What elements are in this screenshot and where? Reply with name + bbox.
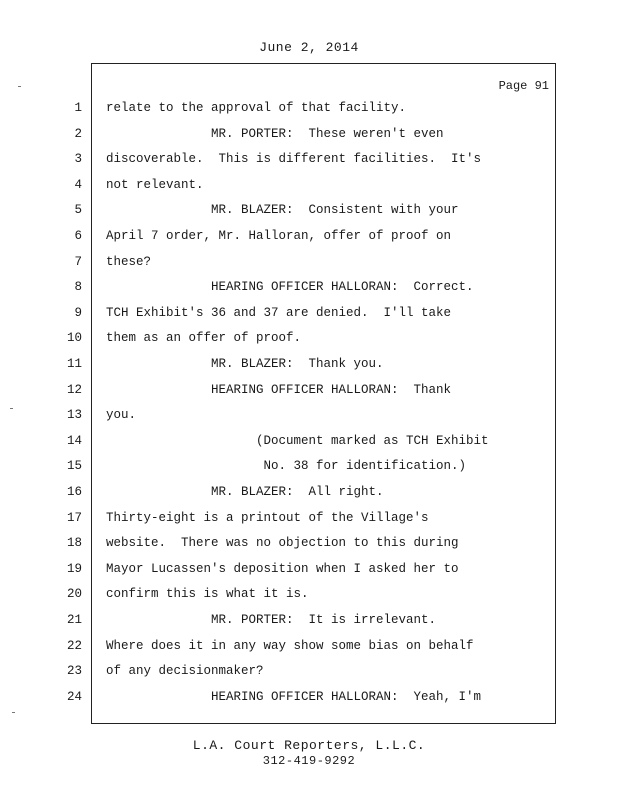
line-number: 11	[66, 357, 82, 371]
line-number: 17	[66, 510, 82, 525]
line-number: 4	[74, 177, 82, 192]
line-text: Thirty-eight is a printout of the Village's	[106, 510, 429, 525]
transcript-line	[0, 582, 618, 607]
line-number: 7	[74, 254, 82, 269]
transcript-line	[0, 96, 618, 121]
line-number: 13	[66, 408, 82, 423]
line-number: 6	[74, 229, 82, 243]
transcript-line	[0, 326, 618, 351]
scan-mark	[10, 408, 13, 409]
court-reporter-phone: 312-419-9292	[262, 754, 356, 768]
line-number: 14	[66, 433, 82, 448]
transcript-line	[0, 506, 618, 531]
line-number: 2	[74, 126, 82, 141]
line-number: 23	[66, 664, 82, 679]
line-text: not relevant.	[106, 177, 204, 192]
transcript-line	[0, 378, 618, 403]
line-number: 21	[66, 613, 82, 627]
line-number: 9	[74, 305, 82, 320]
transcript-line	[0, 403, 618, 428]
transcript-line	[0, 429, 618, 454]
line-text: discoverable. This is different facilities. It's	[106, 152, 482, 167]
line-number: 1	[74, 101, 82, 115]
line-text: MR. BLAZER: Thank you.	[106, 357, 384, 371]
transcript-line	[0, 122, 618, 147]
line-text: (Document marked as TCH Exhibit	[106, 433, 489, 448]
line-text: them as an offer of proof.	[106, 331, 302, 346]
transcript-line	[0, 173, 618, 198]
line-number: 5	[74, 203, 82, 218]
line-text: April 7 order, Mr. Halloran, offer of proof on	[106, 229, 452, 243]
transcript-line	[0, 198, 618, 223]
transcript-line	[0, 634, 618, 659]
line-text: TCH Exhibit's 36 and 37 are denied. I'll take	[106, 305, 452, 320]
transcript-line	[0, 685, 618, 710]
court-reporter-name: L.A. Court Reporters, L.L.C.	[192, 738, 426, 753]
line-text: relate to the approval of that facility.	[106, 101, 407, 115]
line-text: Mayor Lucassen's deposition when I asked her to	[106, 561, 459, 576]
transcript-line	[0, 147, 618, 172]
line-number: 18	[66, 536, 82, 551]
page-number: Page 91	[498, 79, 549, 93]
transcript-line	[0, 659, 618, 684]
line-text: MR. BLAZER: All right.	[106, 485, 384, 499]
transcript-line	[0, 275, 618, 300]
transcript-line	[0, 557, 618, 582]
line-text: you.	[106, 408, 137, 423]
transcript-line	[0, 454, 618, 479]
line-text: these?	[106, 254, 152, 269]
line-number: 19	[66, 561, 82, 576]
transcript-line	[0, 250, 618, 275]
transcript-date: June 2, 2014	[259, 40, 359, 55]
transcript-line	[0, 224, 618, 249]
transcript-line	[0, 531, 618, 556]
line-number: 10	[66, 331, 82, 346]
line-text: HEARING OFFICER HALLORAN: Yeah, I'm	[106, 689, 482, 704]
transcript-line	[0, 608, 618, 633]
transcript-line	[0, 352, 618, 377]
line-text: No. 38 for identification.)	[106, 459, 467, 474]
line-text: website. There was no objection to this during	[106, 536, 459, 551]
transcript-line	[0, 301, 618, 326]
line-number: 15	[66, 459, 82, 474]
line-number: 3	[74, 152, 82, 167]
line-number: 16	[66, 485, 82, 499]
scan-mark	[18, 86, 21, 87]
line-text: HEARING OFFICER HALLORAN: Correct.	[106, 280, 474, 295]
line-text: MR. PORTER: These weren't even	[106, 126, 444, 141]
line-number: 12	[66, 382, 82, 397]
line-text: MR. PORTER: It is irrelevant.	[106, 613, 437, 627]
line-text: of any decisionmaker?	[106, 664, 264, 679]
line-text: MR. BLAZER: Consistent with your	[106, 203, 459, 218]
line-number: 24	[66, 689, 82, 704]
line-text: Where does it in any way show some bias on behalf	[106, 638, 474, 653]
line-text: confirm this is what it is.	[106, 587, 309, 602]
line-number: 8	[74, 280, 82, 295]
line-text: HEARING OFFICER HALLORAN: Thank	[106, 382, 452, 397]
transcript-line	[0, 480, 618, 505]
line-number: 20	[66, 587, 82, 602]
scan-mark	[12, 712, 15, 713]
line-number: 22	[66, 638, 82, 653]
